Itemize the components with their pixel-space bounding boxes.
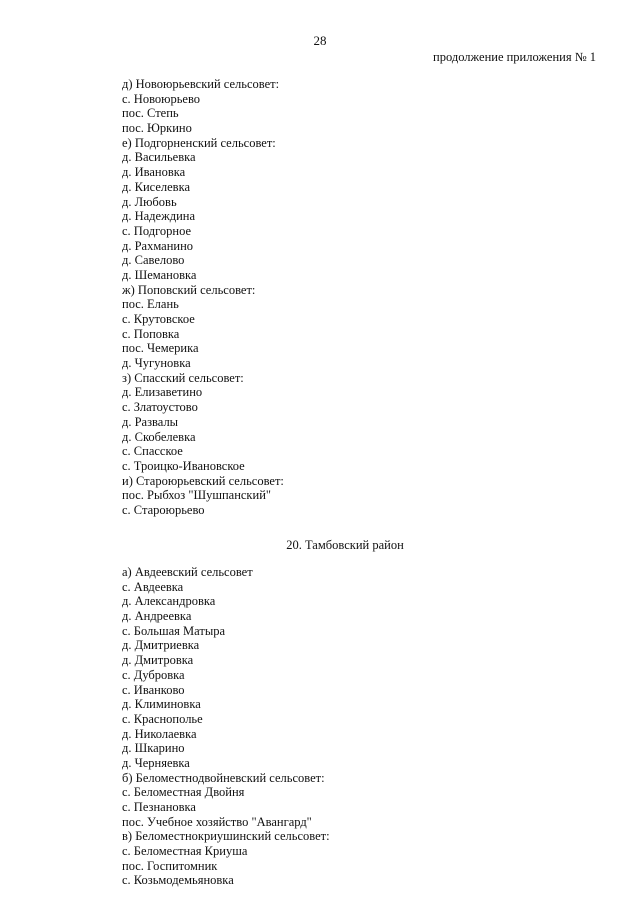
list-item: с. Златоустово	[122, 400, 198, 415]
list-item: д. Рахманино	[122, 238, 194, 253]
list-item: б) Беломестнодвойневский сельсовет:	[122, 770, 325, 785]
list-item: д. Елизаветино	[122, 385, 203, 400]
list-item: е) Подгорненский сельсовет:	[122, 135, 276, 150]
list-item: пос. Госпитомник	[122, 858, 218, 873]
section-title: 20. Тамбовский район	[286, 538, 404, 552]
list-item: д. Чугуновка	[122, 356, 191, 371]
list-item: с. Поповка	[122, 326, 180, 341]
list-item: д. Дмитриевка	[122, 638, 200, 653]
list-item: с. Беломестная Криуша	[122, 844, 248, 859]
list-item: с. Краснополье	[122, 711, 203, 726]
settlement-list-bottom	[122, 565, 330, 888]
list-item: с. Большая Матыра	[122, 623, 226, 638]
list-item: д. Черняевка	[122, 755, 190, 770]
list-item: с. Троицко-Ивановское	[122, 458, 245, 473]
list-item: д. Савелово	[122, 253, 185, 268]
list-item: пос. Рыбхоз "Шушпанский"	[122, 488, 271, 503]
list-item: с. Новоюрьево	[122, 91, 201, 106]
list-item: д. Дмитровка	[122, 653, 194, 668]
list-item: в) Беломестнокриушинский сельсовет:	[122, 829, 330, 844]
list-item: д. Климиновка	[122, 697, 201, 712]
list-item: пос. Юркино	[122, 121, 192, 136]
list-item: с. Крутовское	[122, 312, 195, 326]
list-item: д. Андреевка	[122, 609, 192, 624]
list-item: д. Александровка	[122, 594, 216, 609]
settlement-list-top	[122, 77, 284, 518]
list-item: пос. Елань	[122, 297, 179, 312]
page-number: 28	[313, 33, 327, 48]
list-item: д. Развалы	[122, 414, 179, 429]
continuation-note: продолжение приложения № 1	[433, 50, 596, 64]
list-item: и) Староюрьевский сельсовет:	[122, 473, 284, 488]
list-item: пос. Учебное хозяйство "Авангард"	[122, 814, 312, 829]
list-item: с. Староюрьево	[122, 502, 205, 517]
list-item: с. Козьмодемьяновка	[122, 873, 234, 888]
list-item: д. Шкарино	[122, 741, 185, 756]
list-item: д. Киселевка	[122, 179, 191, 194]
list-item: д. Шемановка	[122, 267, 197, 282]
list-item: а) Авдеевский сельсовет	[122, 565, 253, 579]
list-item: д. Скобелевка	[122, 429, 196, 444]
list-item: д. Николаевка	[122, 726, 197, 741]
list-item: с. Подгорное	[122, 223, 192, 238]
list-item: с. Беломестная Двойня	[122, 785, 245, 800]
list-item: с. Иванково	[122, 682, 185, 697]
list-item: с. Дубровка	[122, 667, 185, 682]
list-item: с. Пезнановка	[122, 800, 196, 814]
list-item: с. Авдеевка	[122, 579, 184, 594]
list-item: д. Надеждина	[122, 209, 196, 224]
list-item: д) Новоюрьевский сельсовет:	[122, 77, 280, 91]
list-item: ж) Поповский сельсовет:	[122, 282, 256, 297]
list-item: з) Спасский сельсовет:	[122, 370, 244, 385]
list-item: д. Любовь	[122, 194, 177, 209]
list-item: пос. Чемерика	[122, 341, 199, 356]
list-item: с. Спасское	[122, 444, 183, 459]
list-item: д. Васильевка	[122, 150, 196, 165]
list-item: д. Ивановка	[122, 165, 186, 180]
list-item: пос. Степь	[122, 106, 179, 121]
